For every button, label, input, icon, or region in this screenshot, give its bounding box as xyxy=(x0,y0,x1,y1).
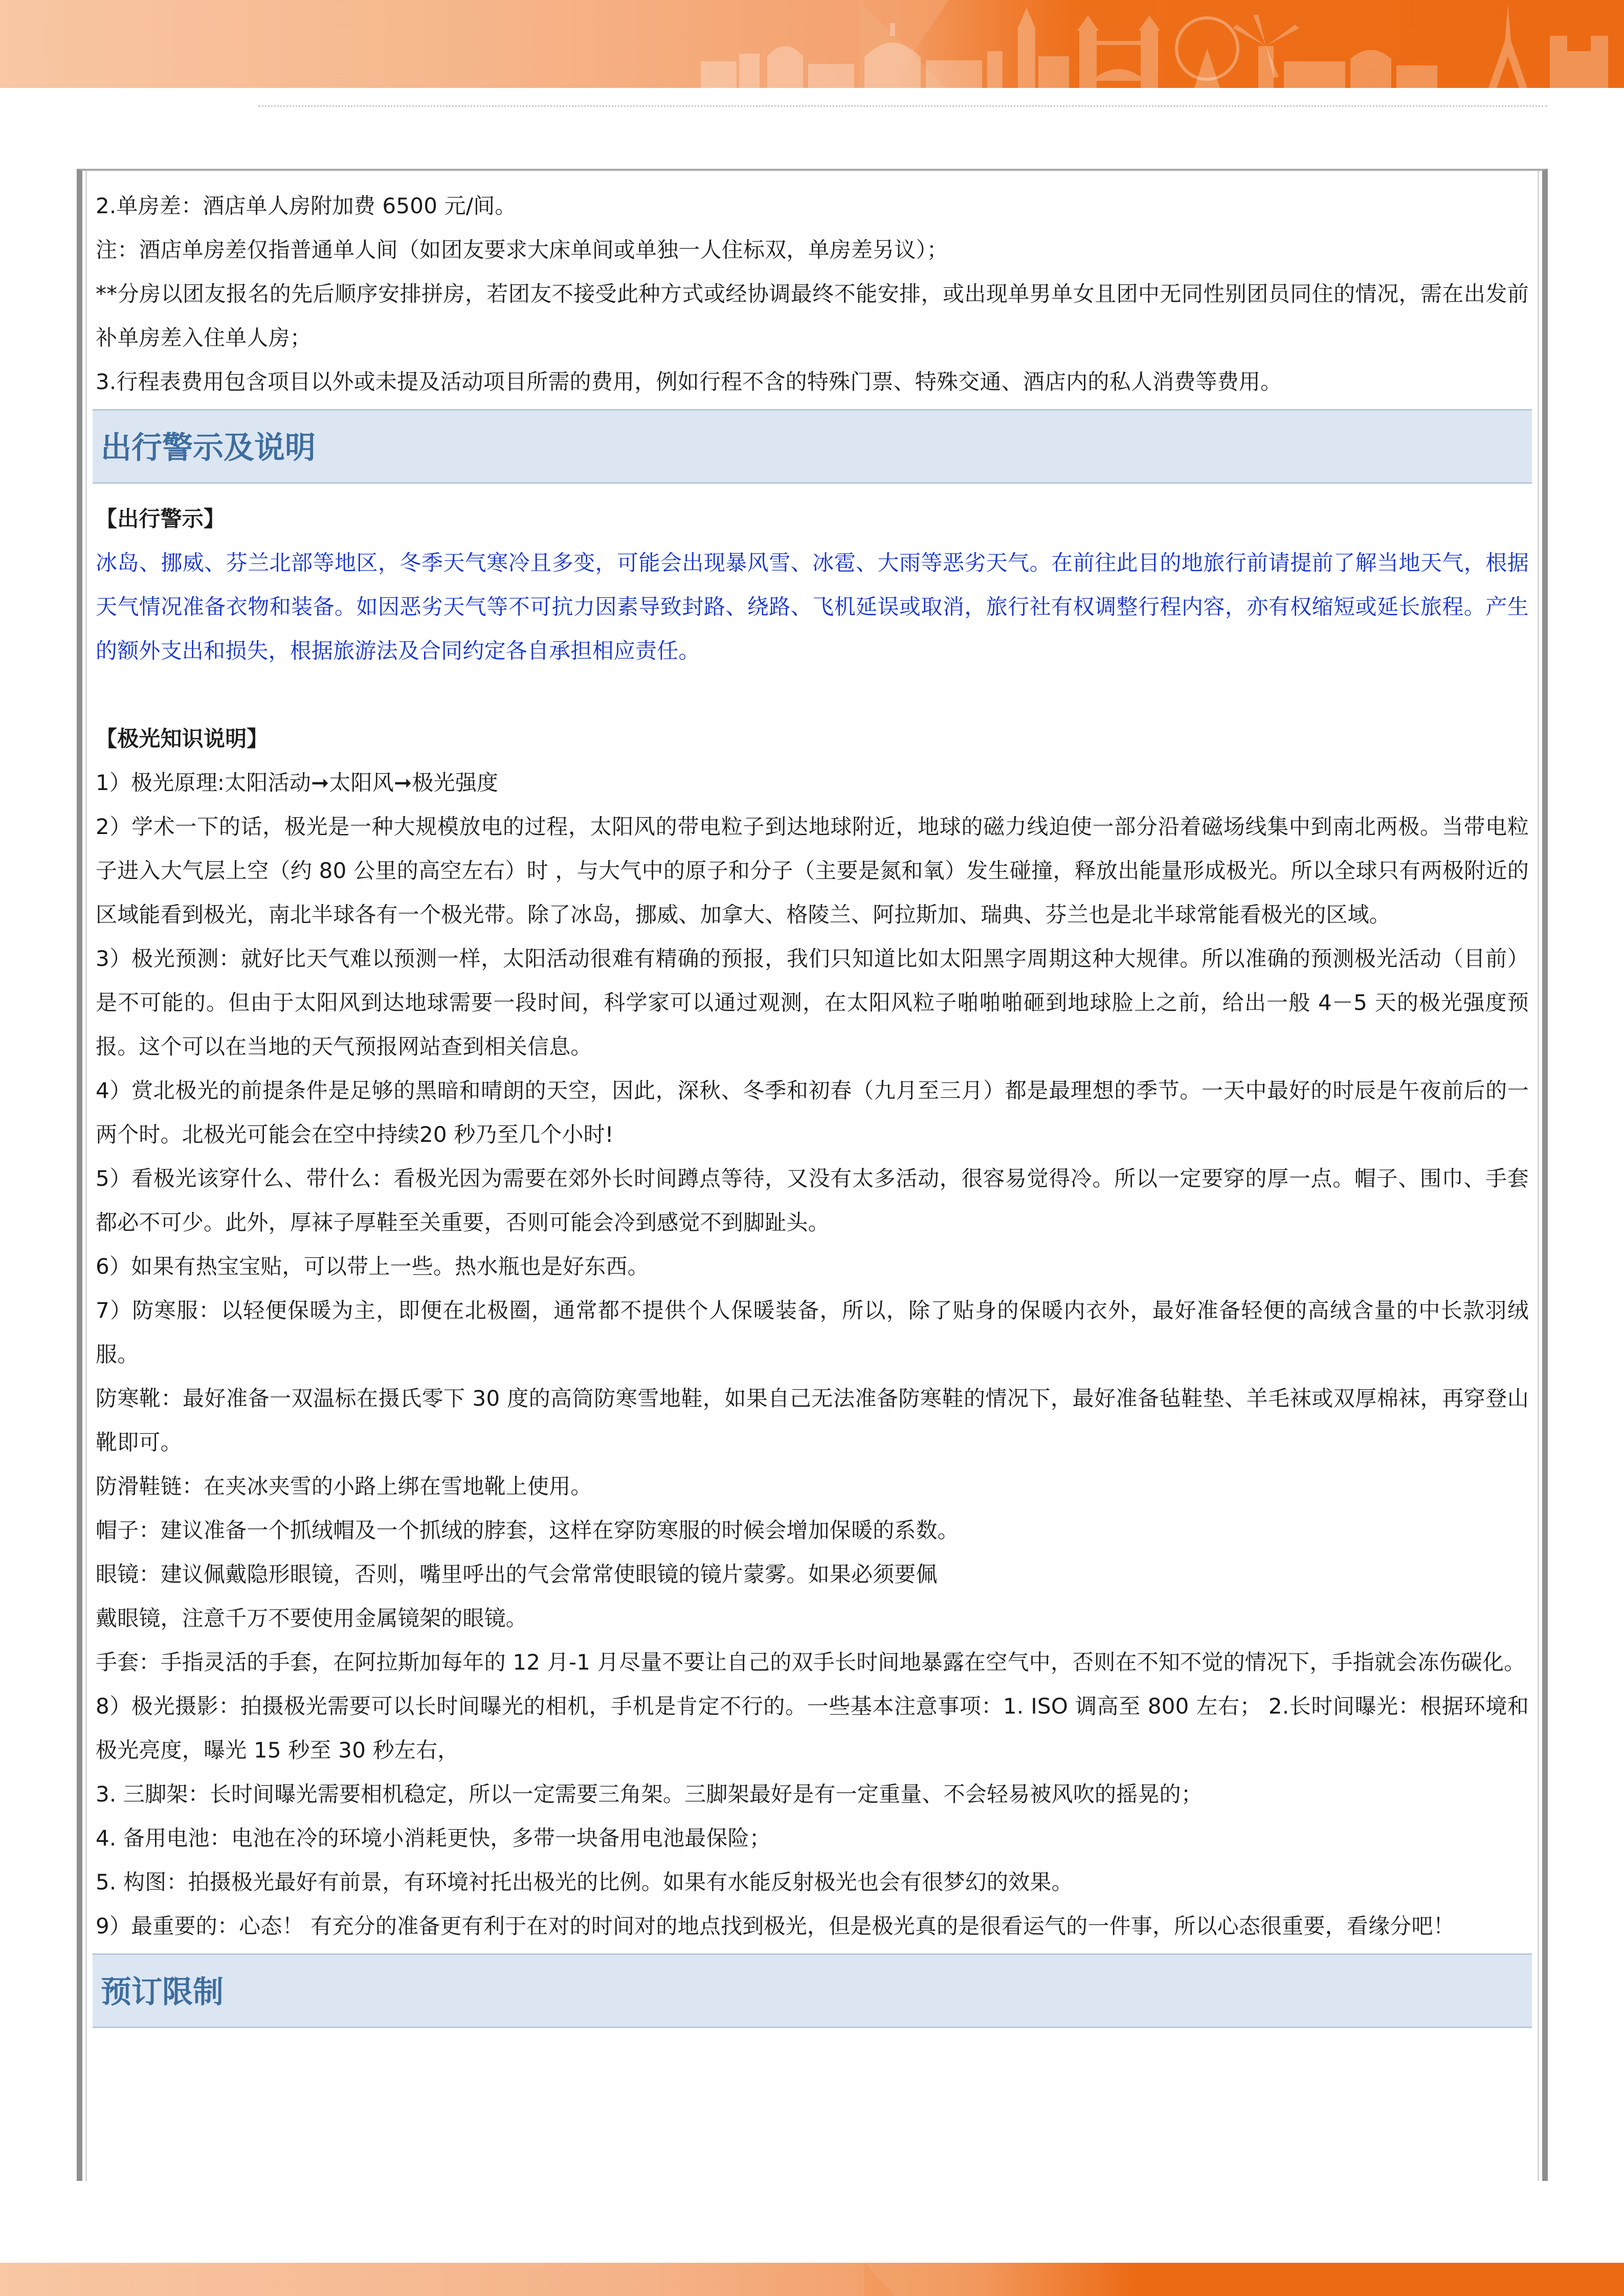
aurora-item: 4. 备用电池：电池在冷的环境小消耗更快，多带一块备用电池最保险； xyxy=(96,1826,771,1851)
aurora-item: 3）极光预测：就好比天气难以预测一样，太阳活动很难有精确的预报，我们只知道比如太阳黑字周期这种大规律。所以准确的预测极光活动（目前）是不可能的。但由于太阳风到达地球需要一段时间，科学家可以通过观测，在太阳风粒子啪啪啪砸到地球脸上之前，给出一般 4－5 天的极光强度预报。这个可以在当地的天气预报网站查到相关信息。 xyxy=(96,946,1529,1059)
city-skyline-icon xyxy=(691,0,1624,88)
aurora-item: 戴眼镜，注意千万不要使用金属镜架的眼镜。 xyxy=(96,1606,528,1631)
warning-heading: 【出行警示】 xyxy=(96,506,226,531)
spacer xyxy=(93,1948,1532,1953)
aurora-item: 9）最重要的：心态！ 有充分的准备更有利于在对的时间对的地点找到极光，但是极光真的是很看运气的一件事，所以心态很重要，看缘分吧！ xyxy=(96,1914,1455,1939)
aurora-item: 帽子：建议准备一个抓绒帽及一个抓绒的脖套，这样在穿防寒服的时候会增加保暖的系数。 xyxy=(96,1518,960,1543)
aurora-item: 6）如果有热宝宝贴，可以带上一些。热水瓶也是好东西。 xyxy=(96,1254,649,1279)
single-room-fee: 2.单房差：酒店单人房附加费 6500 元/间。 xyxy=(96,193,517,218)
footer-banner xyxy=(0,2263,1624,2296)
header-banner xyxy=(0,0,1624,88)
aurora-item: 眼镜：建议佩戴隐形眼镜，否则，嘴里呼出的气会常常使眼镜的镜片蒙雾。如果必须要佩 xyxy=(96,1562,938,1587)
aurora-item: 手套：手指灵活的手套，在阿拉斯加每年的 12 月-1 月尽量不要让自己的双手长时间地暴露在空气中，否则在不知不觉的情况下，手指就会冻伤碳化。 xyxy=(96,1650,1526,1675)
spacer xyxy=(93,673,1532,717)
aurora-item: 4）赏北极光的前提条件是足够的黑暗和晴朗的天空，因此，深秋、冬季和初春（九月至三月）都是最理想的季节。一天中最好的时辰是午夜前后的一两个时。北极光可能会在空中持续20 秒乃至几个小时! xyxy=(96,1078,1529,1147)
aurora-heading: 【极光知识说明】 xyxy=(96,726,269,751)
warning-text: 冰岛、挪威、芬兰北部等地区，冬季天气寒冷且多变，可能会出现暴风雪、冰雹、大雨等恶劣天气。在前往此目的地旅行前请提前了解当地天气，根据天气情况准备衣物和装备。如因恶劣天气等不可抗力因素导致封路、绕路、飞机延误或取消，旅行社有权调整行程内容，亦有权缩短或延长旅程。产生的额外支出和损失，根据旅游法及合同约定各自承担相应责任。 xyxy=(96,550,1529,663)
header-dotted-divider xyxy=(258,105,1547,107)
aurora-item: 2）学术一下的话，极光是一种大规模放电的过程，太阳风的带电粒子到达地球附近，地球的磁力线迫使一部分沿着磁场线集中到南北两极。当带电粒子进入大气层上空（约 80 公里的高空左右）时 ，与大气中的原子和分子（主要是氮和氧）发生碰撞，释放出能量形成极光。所以全球只有两极附近的区域能看到极光，南北半球各有一个极光带。除了冰岛，挪威、加拿大、格陵兰、阿拉斯加、瑞典、芬兰也是北半球常能看极光的区域。 xyxy=(96,814,1529,927)
excluded-costs: 3.行程表费用包含项目以外或未提及活动项目所需的费用，例如行程不含的特殊门票、特殊交通、酒店内的私人消费等费用。 xyxy=(96,369,1282,394)
aurora-item: 防滑鞋链：在夹冰夹雪的小路上绑在雪地靴上使用。 xyxy=(96,1474,592,1499)
content-frame xyxy=(77,169,1548,2181)
spacer xyxy=(93,171,1532,184)
aurora-item: 1）极光原理:太阳活动➞太阳风➞极光强度 xyxy=(96,770,499,795)
content-inner xyxy=(93,171,1532,2181)
aurora-item: 3. 三脚架：长时间曝光需要相机稳定，所以一定需要三角架。三脚架最好是有一定重量、不会轻易被风吹的摇晃的； xyxy=(96,1782,1203,1807)
spacer xyxy=(93,404,1532,409)
aurora-item: 5）看极光该穿什么、带什么：看极光因为需要在郊外长时间蹲点等待，又没有太多活动，很容易觉得冷。所以一定要穿的厚一点。帽子、围巾、手套都必不可少。此外，厚袜子厚鞋至关重要，否则可能会冷到感觉不到脚趾头。 xyxy=(96,1166,1529,1235)
room-sharing-rule: **分房以团友报名的先后顺序安排拼房，若团友不接受此种方式或经协调最终不能安排，或出现单男单女且团中无同性别团员同住的情况，需在出发前补单房差入住单人房； xyxy=(96,281,1529,350)
spacer xyxy=(93,484,1532,497)
single-room-note: 注：酒店单房差仅指普通单人间（如团友要求大床单间或单独一人住标双，单房差另议）； xyxy=(96,237,949,262)
aurora-item: 防寒靴：最好准备一双温标在摄氏零下 30 度的高筒防寒雪地鞋，如果自己无法准备防寒鞋的情况下，最好准备毡鞋垫、羊毛袜或双厚棉袜，再穿登山靴即可。 xyxy=(96,1386,1529,1455)
section-title-travel-warning: 出行警示及说明 xyxy=(93,409,1532,484)
aurora-item: 7）防寒服：以轻便保暖为主，即便在北极圈，通常都不提供个人保暖装备，所以，除了贴身的保暖内衣外，最好准备轻便的高绒含量的中长款羽绒服。 xyxy=(96,1298,1529,1367)
aurora-item: 5. 构图：拍摄极光最好有前景，有环境衬托出极光的比例。如果有水能反射极光也会有很梦幻的效果。 xyxy=(96,1870,1073,1895)
section-title-booking-restrictions: 预订限制 xyxy=(93,1953,1532,2028)
aurora-item: 8）极光摄影：拍摄极光需要可以长时间曝光的相机，手机是肯定不行的。一些基本注意事项：1. ISO 调高至 800 左右； 2.长时间曝光：根据环境和极光亮度，曝光 15 秒至 30 秒左右， xyxy=(96,1694,1529,1763)
footer-accent xyxy=(864,2263,895,2296)
